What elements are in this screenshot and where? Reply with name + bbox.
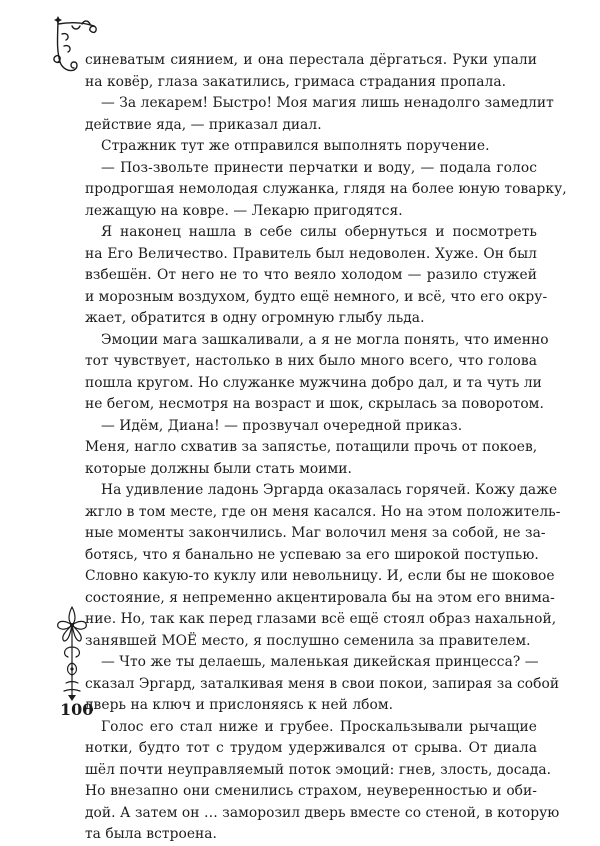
text-line: пошла кругом. Но служанке мужчина добро дал, и та чуть ли bbox=[85, 374, 542, 391]
text-line: и морозным воздухом, будто ещё немного, и всё, что его окру- bbox=[85, 288, 548, 305]
text-line: шёл почти неуправляемый поток эмоций: гнев, злость, досада. bbox=[85, 761, 552, 778]
text-line: синеватым сиянием, и она перестала дёргаться. Руки упали bbox=[85, 52, 537, 68]
text-line: дой. А затем он … заморозил дверь вместе со стеной, в которую bbox=[85, 804, 560, 821]
text-line: дверь на ключ и прислоняясь к ней лбом. bbox=[85, 697, 394, 713]
floral-vignette-icon bbox=[52, 603, 92, 703]
text-line: не бегом, несмотря на возраст и шок, скрылась за поворотом. bbox=[85, 396, 544, 412]
text-line: ние. Но, так как перед глазами всё ещё стоял образ нахальной, bbox=[85, 611, 557, 627]
text-line: продрогшая немолодая служанка, глядя на более юную товарку, bbox=[85, 181, 567, 197]
page-number: 100 bbox=[60, 700, 94, 719]
text-line: жает, обратится в одну огромную глыбу льда. bbox=[85, 310, 425, 326]
text-line: Эмоции мага зашкаливали, а я не могла понять, что именно bbox=[101, 331, 549, 348]
text-line: которые должны были стать моими. bbox=[85, 460, 352, 477]
text-line: — За лекарем! Быстро! Моя магия лишь ненадолго замедлит bbox=[101, 95, 554, 111]
text-line: Но внезапно они сменились страхом, неуверенностью и оби- bbox=[85, 783, 537, 799]
text-line: взбешён. От него не то что веяло холодом — разило стужей bbox=[85, 267, 537, 283]
text-line: На удивление ладонь Эргарда оказалась горячей. Кожу даже bbox=[101, 482, 558, 498]
text-line: нотки, будто тот с трудом удерживался от срыва. От диала bbox=[85, 740, 537, 756]
text-line: тот чувствует, настолько в них было много всего, что голова bbox=[85, 353, 537, 369]
text-line: ные моменты закончились. Маг волочил меня за собой, не за- bbox=[85, 525, 546, 541]
text-line: лежащую на ковре. — Лекарю пригодятся. bbox=[85, 202, 403, 219]
text-line: жгло в том месте, где он меня касался. Но на этом положитель- bbox=[85, 503, 561, 520]
text-line: та была встроена. bbox=[85, 826, 217, 842]
text-line: на ковёр, глаза закатились, гримаса страдания пропала. bbox=[85, 73, 507, 90]
text-line: — Что же ты делаешь, маленькая дикейская принцесса? — bbox=[101, 654, 539, 670]
text-line: Меня, нагло схватив за запястье, потащили прочь от покоев, bbox=[85, 439, 538, 455]
text-line: действие яда, — приказал диал. bbox=[85, 116, 322, 133]
text-line: Голос его стал ниже и грубее. Проскальзывали рычащие bbox=[101, 718, 537, 735]
text-line: состояние, я непременно акцентировала бы на этом его внима- bbox=[85, 589, 555, 606]
text-line: на Его Величество. Правитель был недоволен. Хуже. Он был bbox=[85, 245, 537, 262]
text-line: Словно какую-то куклу или невольницу. И, если бы не шоковое bbox=[85, 568, 555, 584]
text-line: Я наконец нашла в себе силы обернуться и посмотреть bbox=[101, 224, 537, 240]
text-line: занявшей МОЁ место, я послушно семенила за правителем. bbox=[85, 632, 531, 649]
body-text bbox=[85, 50, 567, 846]
text-line: Стражник тут же отправился выполнять поручение. bbox=[101, 138, 490, 154]
text-line: ботясь, что я банально не успеваю за его широкой поступью. bbox=[85, 546, 539, 563]
text-line: сказал Эргард, заталкивая меня в свои покои, запирая за собой bbox=[85, 675, 560, 692]
text-line: — Поз-звольте принести перчатки и воду, — подала голос bbox=[101, 159, 537, 176]
text-line: — Идём, Диана! — прозвучал очередной приказ. bbox=[101, 417, 463, 434]
